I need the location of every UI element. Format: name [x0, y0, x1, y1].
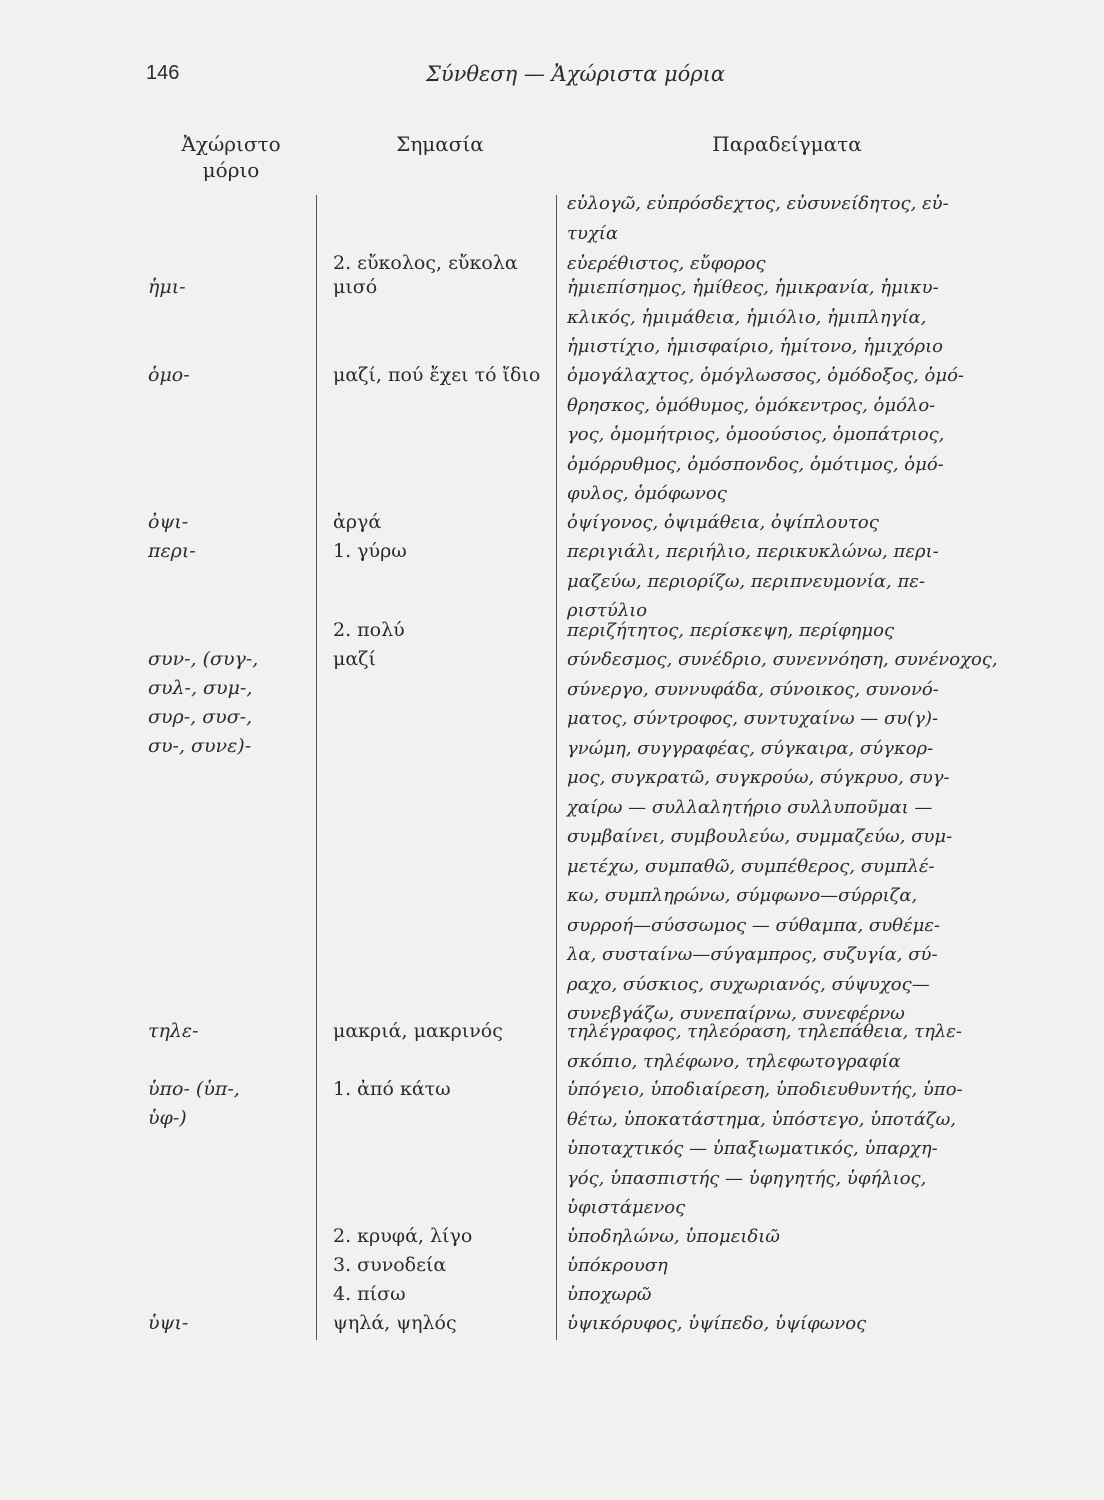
- column-header-particle: Ἀχώριστο μόριο: [181, 132, 281, 182]
- column-divider-right: [556, 195, 557, 1340]
- examples-cell: ὁμογάλαχτος, ὁμόγλωσσος, ὁμόδοξος, ὁμό- θρησκος, ὁμόθυμος, ὁμόκεντρος, ὁμόλο- γος, ὁμομήτριος, ὁμοούσιος, ὁμοπάτριος, ὁμόρρυθμος, ὁμόσπονδος, ὁμότιμος, ὁμό- φυλος, ὁμόφωνος: [567, 365, 965, 504]
- particle-cell: ἡμι-: [148, 276, 186, 298]
- meaning-cell: μακριά, μακρινός: [333, 1020, 503, 1042]
- column-header-meaning: Σημασία: [396, 132, 484, 156]
- examples-cell: περιγιάλι, περιήλιο, περικυκλώνω, περι- μαζεύω, περιορίζω, περιπνευμονία, πε- ριστύλιο: [567, 541, 939, 621]
- meaning-cell: 2. εὔκολος, εὔκολα: [333, 252, 518, 274]
- particle-cell: ὑψι-: [148, 1312, 189, 1334]
- meaning-cell: μαζί, πού ἔχει τό ἴδιο: [333, 364, 541, 386]
- examples-cell: ὑπόγειο, ὑποδιαίρεση, ὑποδιευθυντής, ὑπο- θέτω, ὑποκατάστημα, ὑπόστεγο, ὑποτάζω, ὑποταχτικός — ὑπαξιωματικός, ὑπαρχη- γός, ὑπασπιστής — ὑφηγητής, ὑφήλιος, ὑφιστάμενος: [567, 1079, 963, 1218]
- column-divider-left: [316, 195, 317, 1340]
- particle-cell: ὀψι-: [148, 511, 189, 533]
- meaning-cell: 2. πολύ: [333, 619, 405, 641]
- examples-cell: εὐερέθιστος, εὔφορος: [567, 253, 766, 274]
- examples-cell: εὐλογῶ, εὐπρόσδεχτος, εὐσυνείδητος, εὐ- τυχία: [567, 193, 949, 244]
- particle-cell: ὁμο-: [148, 364, 190, 386]
- running-title: Σύνθεση — Ἀχώριστα μόρια: [426, 62, 726, 86]
- meaning-cell: 4. πίσω: [333, 1283, 406, 1305]
- meaning-cell: 1. γύρω: [333, 540, 407, 562]
- meaning-cell: ψηλά, ψηλός: [333, 1312, 457, 1334]
- column-header-examples: Παραδείγματα: [712, 132, 862, 156]
- examples-cell: ἡμιεπίσημος, ἡμίθεος, ἡμικρανία, ἡμικυ- κλικός, ἡμιμάθεια, ἡμιόλιο, ἡμιπληγία, ἡμιστίχιο, ἡμισφαίριο, ἡμίτονο, ἡμιχόριο: [567, 277, 943, 357]
- particle-cell: περι-: [148, 540, 196, 562]
- meaning-cell: ἀργά: [333, 511, 382, 533]
- examples-cell: τηλέγραφος, τηλεόραση, τηλεπάθεια, τηλε- σκόπιο, τηλέφωνο, τηλεφωτογραφία: [567, 1021, 963, 1072]
- examples-cell: περιζήτητος, περίσκεψη, περίφημος: [567, 620, 895, 641]
- examples-cell: σύνδεσμος, συνέδριο, συνεννόηση, συνένοχος, σύνεργο, συννυφάδα, σύνοικος, συνονό- ματος, σύντροφος, συντυχαίνω — συ(γ)- γνώμη, συγγραφέας, σύγκαιρα, σύγκορ- μος, συγκρατῶ, συγκρούω, σύγκρυο, συγ- χαίρω — συλλαλητήριο συλλυποῦμαι — συμβαίνει, συμβουλεύω, συμμαζεύω, συμ- μετέχω, συμπαθῶ, συμπέθερος, συμπλέ- κω, συμπληρώνω, σύμφωνο—σύρριζα, συρροή—σύσσωμος — σύθαμπα, συθέμε- λα, συσταίνω—σύγαμπρος, συζυγία, σύ- ραχο, σύσκιος, συχωριανός, σύψυχος— συνεβγάζω, συνεπαίρνω, συνεφέρνω: [567, 649, 998, 1024]
- meaning-cell: μισό: [333, 276, 378, 298]
- meaning-cell: 3. συνοδεία: [333, 1254, 447, 1276]
- particle-cell: τηλε-: [148, 1020, 199, 1042]
- particle-cell: ὑπο- (ὑπ-, ὑφ-): [148, 1078, 240, 1129]
- particle-cell: συν-, (συγ-, συλ-, συμ-, συρ-, συσ-, συ-, συνε)-: [148, 648, 259, 757]
- examples-cell: ὑψικόρυφος, ὑψίπεδο, ὑψίφωνος: [567, 1313, 867, 1334]
- examples-cell: ὑποχωρῶ: [567, 1284, 652, 1305]
- page-number: 146: [146, 62, 180, 84]
- examples-cell: ὑποδηλώνω, ὑπομειδιῶ: [567, 1226, 780, 1247]
- meaning-cell: μαζί: [333, 648, 376, 670]
- examples-cell: ὀψίγονος, ὀψιμάθεια, ὀψίπλουτος: [567, 512, 879, 533]
- examples-cell: ὑπόκρουση: [567, 1255, 668, 1276]
- meaning-cell: 1. ἀπό κάτω: [333, 1078, 451, 1100]
- meaning-cell: 2. κρυφά, λίγο: [333, 1225, 473, 1247]
